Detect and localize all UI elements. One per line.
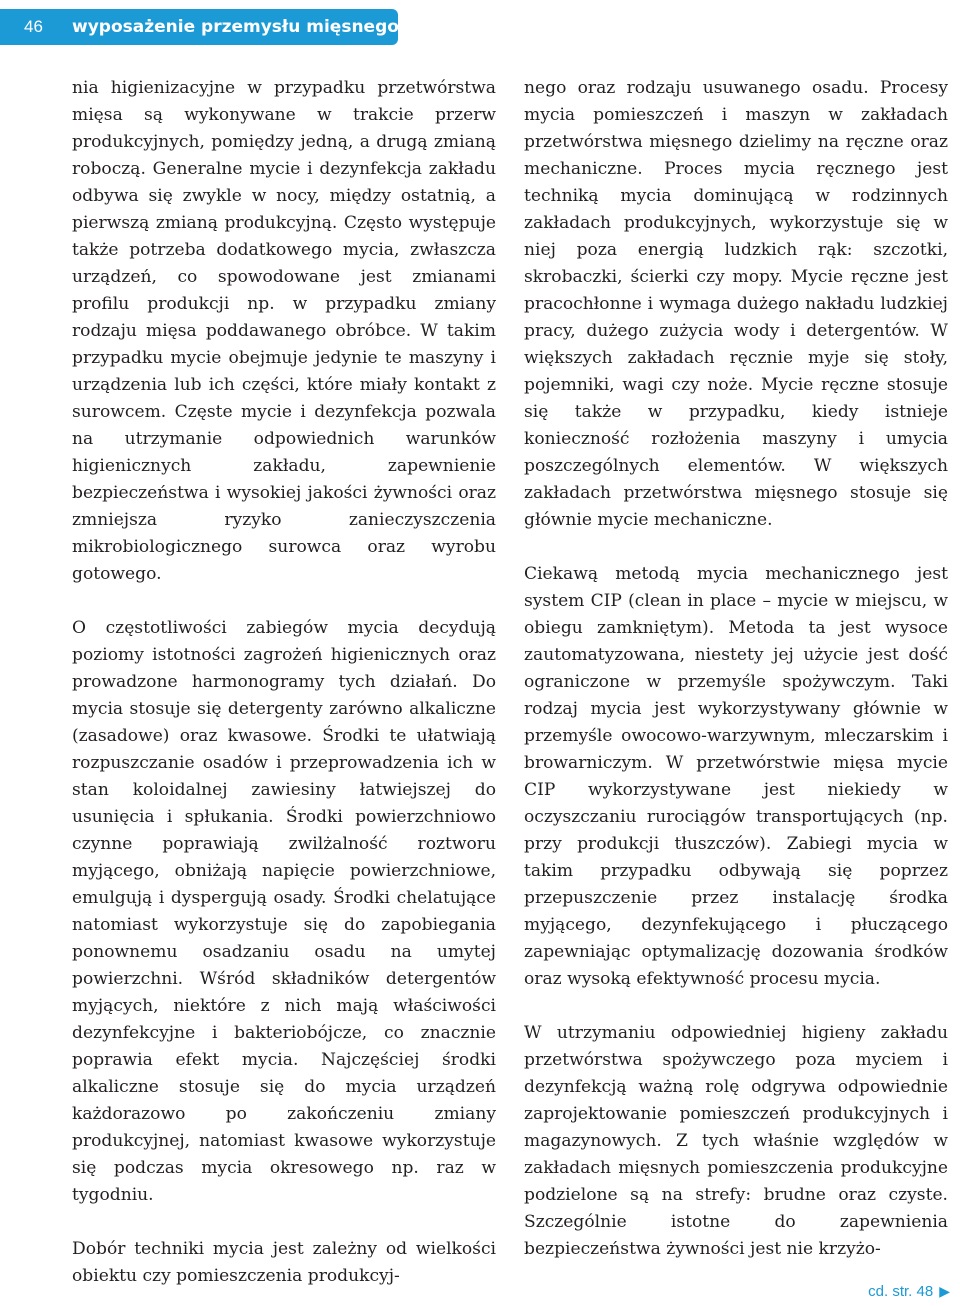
section-title: wyposażenie przemysłu mięsnego [72,17,399,37]
paragraph: O częstotliwości zabiegów mycia decydują poziomy istotności zagrożeń higienicznych oraz prowadzone harmonogramy tych działań. Do mycia stosuje się detergenty zarówno alkaliczne (zasadowe) oraz kwasowe. Środki te ułatwiają rozpuszczanie osadów i przeprowadzenia ich w stan koloidalnej zawiesiny łatwiejszej do usunięcia i spłukania. Środki powierzchniowo czynne poprawiają zwilżalność roztworu myjącego, obniżają napięcie powierzchniowe, emulgują i dyspergują osady. Środki chelatujące natomiast wykorzystuje się do zapobiegania ponownemu osadzaniu osadu na umytej powierzchni. Wśród składników detergentów myjących, niektóre z nich mają właściwości dezynfekcyjne i bakteriobójcze, co znacznie poprawia efekt mycia. Najczęściej środki alkaliczne stosuje się do mycia urządzeń każdorazowo po zakończeniu zmiany produkcyjnej, natomiast kwasowe wykorzystuje się podczas mycia okresowego np. raz w tygodniu. [72,618,496,1205]
paragraph: W utrzymaniu odpowiedniej higieny zakładu przetwórstwa spożywczego poza myciem i dezynfekcją ważną rolę odgrywa odpowiednie zaprojektowanie pomieszczeń produkcyjnych i magazynowych. Z tych właśnie względów w zakładach mięsnych pomieszczenia produkcyjne podzielone są na strefy: brudne oraz czyste. Szczególnie istotne do zapewnienia bezpieczeństwa żywności jest nie krzyżo- [524,1023,948,1259]
paragraph: nia higienizacyjne w przypadku przetwórstwa mięsa są wykonywane w trakcie przerw produkcyjnych, pomiędzy jedną, a drugą zmianą roboczą. Generalne mycie i dezynfekcja zakładu odbywa się zwykle w nocy, między ostatnią, a pierwszą zmianą produkcyjną. Często występuje także potrzeba dodatkowego mycia, zwłaszcza urządzeń, co spowodowane jest zmianami profilu produkcji np. w przypadku zmiany rodzaju mięsa poddawanego obróbce. W takim przypadku mycie obejmuje jedynie te maszyny i urządzenia lub ich części, które miały kontakt z surowcem. Częste mycie i dezynfekcja pozwala na utrzymanie odpowiednich warunków higienicznych zakładu, zapewnienie bezpieczeństwa i wysokiej jakości żywności oraz zmniejsza ryzyko zanieczyszczenia mikrobiologicznego surowca oraz wyrobu gotowego. [72,78,496,584]
left-column [72,75,496,1290]
right-column [524,75,948,1263]
paragraph: nego oraz rodzaju usuwanego osadu. Procesy mycia pomieszczeń i maszyn w zakładach przetwórstwa mięsnego dzielimy na ręczne oraz mechaniczne. Proces mycia ręcznego jest techniką mycia dominującą w rodzinnych zakładach produkcyjnych, wykorzystuje się w niej poza energią ludzkich rąk: szczotki, skrobaczki, ścierki czy mopy. Mycie ręczne jest pracochłonne i wymaga dużego nakładu ludzkiej pracy, dużego zużycia wody i detergentów. W większych zakładach ręcznie myje się stoły, pojemniki, wagi czy noże. Mycie ręczne stosuje się także w przypadku, kiedy istnieje konieczność rozłożenia maszyny i umycia poszczególnych elementów. W większych zakładach przetwórstwa mięsnego stosuje się głównie mycie mechaniczne. [524,78,948,530]
page-number: 46 [24,17,43,36]
continuation-text: cd. str. 48 [868,1283,934,1300]
page-header-bar [0,9,398,45]
continuation-link[interactable] [868,1283,950,1300]
right-triangle-icon: ▶ [939,1283,950,1299]
paragraph: Dobór techniki mycia jest zależny od wielkości obiektu czy pomieszczenia produkcyj- [72,1239,496,1286]
paragraph: Ciekawą metodą mycia mechanicznego jest system CIP (clean in place – mycie w miejscu, w obiegu zamkniętym). Metoda ta jest wysoce zautomatyzowana, niestety jej użycie jest dość ograniczone w przemyśle spożywczym. Taki rodzaj mycia jest wykorzystywany głównie w przemyśle owocowo-warzywnym, mleczarskim i browarniczym. W przetwórstwie mięsa mycie CIP wykorzystywane jest niekiedy w oczyszczaniu rurociągów transportujących (np. przy produkcji tłuszczów). Zabiegi mycia w takim przypadku odbywają się poprzez przepuszczenie przez instalację środka myjącego, dezynfekującego i płuczącego zapewniając optymalizację dozowania środków oraz wysoką efektywność procesu mycia. [524,564,948,989]
